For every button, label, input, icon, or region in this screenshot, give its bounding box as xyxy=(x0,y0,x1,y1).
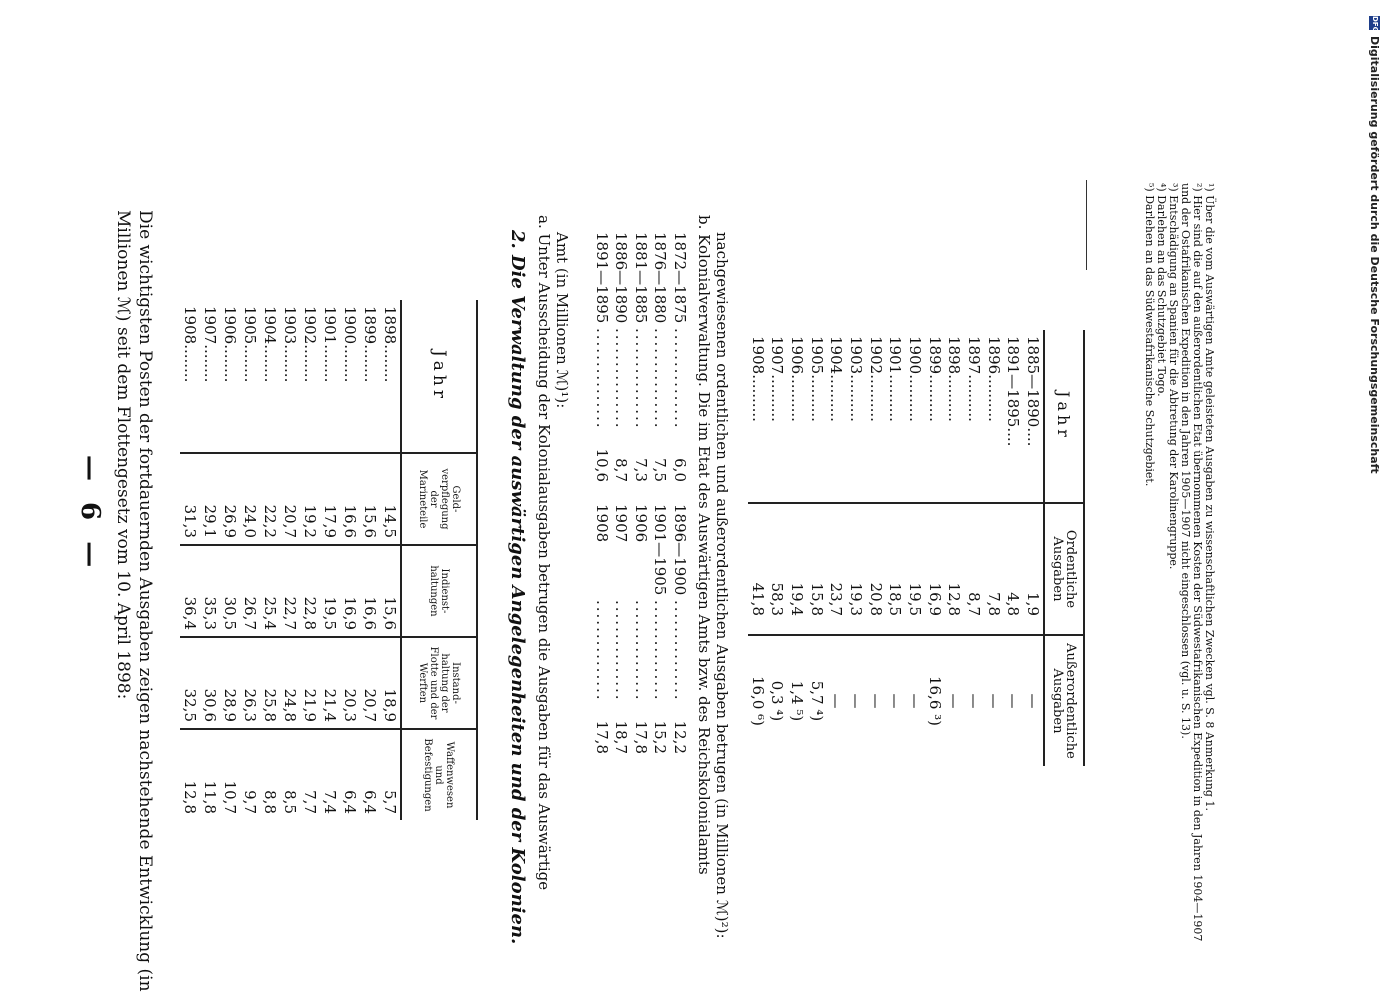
cell-ausserordentliche: — xyxy=(827,693,846,709)
cell-ordentliche: 23,7 xyxy=(826,503,846,635)
cell-jahr xyxy=(280,300,300,453)
cell-jahr-value: 1901 xyxy=(321,306,339,345)
cell-jahr xyxy=(240,300,260,453)
leader-dots: ............... xyxy=(651,600,670,702)
cell-jahr xyxy=(826,330,846,503)
cell-jahr xyxy=(340,300,360,453)
column-header-indiensthaltungen: Indienst-haltungen xyxy=(401,545,477,637)
list-item xyxy=(670,232,690,754)
cell-jahr-dots: .......... xyxy=(807,374,826,422)
value-right: 17,8 xyxy=(632,720,650,754)
cell-jahr-dots: ........ xyxy=(321,344,339,383)
cell-jahr-dots: .......... xyxy=(886,374,905,422)
period-right: 1906 xyxy=(632,504,650,543)
cell-jahr-value: 1900 xyxy=(341,306,359,345)
section-a-line-1: a. Unter Ausscheidung der Kolonialausgaben betrugen die Ausgaben für das Auswärtige xyxy=(535,215,553,891)
cell-jahr-dots: ........ xyxy=(281,344,299,383)
table-row xyxy=(320,300,340,820)
cell-ausserordentliche: — xyxy=(886,693,905,709)
column-header-instandhaltung: Instand-haltung der Flotte und der Werften xyxy=(401,637,477,729)
cell-ausserordentliche: 1,4 ⁵) xyxy=(787,680,806,722)
cell-geldverpflegung: 14,5 xyxy=(380,453,401,545)
list-item xyxy=(650,232,670,754)
cell-jahr-value: 1898 xyxy=(945,336,964,375)
column-header-waffenwesen: Waffenwesen und Befestigungen xyxy=(401,729,477,820)
cell-ordentliche: 12,8 xyxy=(945,503,965,635)
cell-waffenwesen: 7,4 xyxy=(321,790,339,814)
cell-jahr xyxy=(320,300,340,453)
value-left: 8,7 xyxy=(612,458,631,482)
column-header-geldverpflegung: Geld-verpflegung der Marineteile xyxy=(401,453,477,545)
table-row xyxy=(964,330,984,766)
cell-jahr-dots: .......... xyxy=(925,374,944,422)
column-header-jahr: Jahr xyxy=(1044,330,1084,503)
table-row xyxy=(300,300,320,820)
cell-waffenwesen: 9,7 xyxy=(241,790,259,814)
cell-ausserordentliche: — xyxy=(846,693,865,709)
table-row xyxy=(748,330,768,766)
cell-jahr-dots: .......... xyxy=(965,374,984,422)
table-row xyxy=(280,300,300,820)
table-row xyxy=(807,330,827,766)
period-left: 1872—1875 xyxy=(671,232,689,324)
cell-jahr-dots: .......... xyxy=(945,374,964,422)
cell-ausserordentliche: — xyxy=(906,693,925,709)
footnote: ¹) Über die vom Auswärtigen Amte geleisteten Ausgaben zu wissenschaftlichen Zwecken vgl. S. 8 Anmerkung 1. xyxy=(1203,183,1216,811)
footnotes xyxy=(1143,183,1215,953)
period-right: 1896—1900 xyxy=(671,504,689,596)
section-b-line-1: b. Kolonialverwaltung. Die im Etat des Auswärtigen Amts bzw. des Reichskolonialamts xyxy=(695,215,713,875)
value-right: 18,7 xyxy=(612,720,631,754)
table-row xyxy=(886,330,906,766)
cell-jahr xyxy=(200,300,220,453)
cell-jahr xyxy=(300,300,320,453)
dfg-logo: DFG xyxy=(1371,16,1379,33)
intro-line-1: Die wichtigsten Posten der fortdauernden Ausgaben zeigen nachstehende Entwicklung (in xyxy=(135,210,155,992)
table-row xyxy=(220,300,240,820)
cell-jahr-value: 1901 xyxy=(886,336,905,375)
table-row xyxy=(1004,330,1024,766)
cell-jahr-value: 1891—1895 xyxy=(1004,336,1023,428)
leader-dots: ............... xyxy=(671,600,689,702)
cell-indiensthaltungen: 19,5 xyxy=(320,545,340,637)
cell-waffenwesen: 5,7 xyxy=(381,790,399,814)
cell-ordentliche: 16,9 xyxy=(925,503,945,635)
cell-ausserordentliche: 5,7 ⁴) xyxy=(807,680,826,722)
cell-jahr xyxy=(1004,330,1024,503)
table-row xyxy=(767,330,787,766)
cell-waffenwesen: 11,8 xyxy=(201,780,219,814)
table-row xyxy=(945,330,965,766)
cell-ausserordentliche: — xyxy=(866,693,885,709)
cell-jahr-dots: ........ xyxy=(381,344,399,383)
cell-jahr-value: 1905 xyxy=(807,336,826,375)
cell-jahr xyxy=(945,330,965,503)
cell-jahr-value: 1903 xyxy=(281,306,299,345)
value-left: 7,3 xyxy=(632,458,650,482)
cell-jahr-dots: .......... xyxy=(827,374,846,422)
table-row xyxy=(1023,330,1044,766)
value-left: 7,5 xyxy=(651,458,670,482)
cell-geldverpflegung: 29,1 xyxy=(200,453,220,545)
cell-instandhaltung: 21,4 xyxy=(320,637,340,729)
cell-jahr-dots: ........ xyxy=(361,344,379,383)
cell-jahr-value: 1907 xyxy=(768,336,787,375)
cell-indiensthaltungen: 16,6 xyxy=(360,545,380,637)
cell-jahr-dots: ........ xyxy=(261,344,279,383)
cell-jahr xyxy=(905,330,925,503)
table-row xyxy=(846,330,866,766)
table-row xyxy=(984,330,1004,766)
value-left: 10,6 xyxy=(593,448,611,482)
cell-jahr-dots: ........ xyxy=(181,344,199,383)
cell-jahr-dots: .... xyxy=(1004,427,1023,447)
cell-instandhaltung: 28,9 xyxy=(220,637,240,729)
cell-jahr xyxy=(787,330,807,503)
table-row xyxy=(826,330,846,766)
table-row xyxy=(200,300,220,820)
cell-ordentliche: 15,8 xyxy=(807,503,827,635)
cell-waffenwesen: 12,8 xyxy=(181,780,199,814)
period-right: 1901—1905 xyxy=(651,504,670,596)
cell-jahr xyxy=(180,300,200,453)
cell-jahr-dots: .... xyxy=(1024,427,1043,447)
value-right: 17,8 xyxy=(593,720,611,754)
footnote: ⁴) Darlehen an das Schutzgebiet Togo. xyxy=(1155,183,1168,397)
cell-instandhaltung: 26,3 xyxy=(240,637,260,729)
cell-ausserordentliche: 16,0 ⁶) xyxy=(748,675,767,727)
leader-dots: ............... xyxy=(593,600,611,702)
cell-ausserordentliche: 0,3 ⁴) xyxy=(768,680,787,722)
cell-geldverpflegung: 19,2 xyxy=(300,453,320,545)
table-row xyxy=(380,300,401,820)
cell-geldverpflegung: 17,9 xyxy=(320,453,340,545)
cell-waffenwesen: 7,7 xyxy=(301,790,319,814)
list-item xyxy=(592,232,612,754)
cell-instandhaltung: 21,9 xyxy=(300,637,320,729)
cell-instandhaltung: 30,6 xyxy=(200,637,220,729)
cell-jahr-value: 1896 xyxy=(984,336,1003,375)
cell-jahr xyxy=(925,330,945,503)
footnote: ³) Entschädigung an Spanien für die Abtretung der Karolinengruppe. xyxy=(1167,183,1180,570)
cell-jahr-value: 1906 xyxy=(221,306,239,345)
value-right: 12,2 xyxy=(671,720,689,754)
table-row xyxy=(260,300,280,820)
cell-jahr-dots: .......... xyxy=(787,374,806,422)
cell-jahr-dots: .......... xyxy=(748,374,767,422)
leader-dots: ............... xyxy=(651,328,670,430)
cell-jahr-value: 1902 xyxy=(866,336,885,375)
cell-jahr-value: 1903 xyxy=(846,336,865,375)
table-row xyxy=(180,300,200,820)
period-right: 1907 xyxy=(612,504,631,543)
cell-ausserordentliche: 16,6 ³) xyxy=(925,675,944,727)
leader-dots: ............... xyxy=(632,600,650,702)
leader-dots: ............... xyxy=(612,600,631,702)
cell-jahr-value: 1898 xyxy=(381,306,399,345)
cell-jahr-value: 1904 xyxy=(827,336,846,375)
cell-ausserordentliche: — xyxy=(945,693,964,709)
cell-indiensthaltungen: 22,7 xyxy=(280,545,300,637)
cell-ausserordentliche: — xyxy=(1004,693,1023,709)
footnote: ⁵) Darlehen an das Südwestafrikanische Schutzgebiet. xyxy=(1143,183,1156,487)
cell-geldverpflegung: 31,3 xyxy=(180,453,200,545)
cell-jahr-value: 1907 xyxy=(201,306,219,345)
period-left: 1886—1890 xyxy=(612,232,631,324)
cell-jahr-dots: ........ xyxy=(221,344,239,383)
cell-ordentliche: 4,8 xyxy=(1004,503,1024,635)
cell-jahr-value: 1897 xyxy=(965,336,984,375)
cell-indiensthaltungen: 25,4 xyxy=(260,545,280,637)
digitization-text: Digitalisierung gefördert durch die Deutsche Forschungsgemeinschaft xyxy=(1368,36,1381,474)
cell-jahr-value: 1906 xyxy=(787,336,806,375)
cell-instandhaltung: 24,8 xyxy=(280,637,300,729)
cell-jahr-dots: .......... xyxy=(846,374,865,422)
cell-jahr-dots: ........ xyxy=(241,344,259,383)
column-header-ordentliche: Ordentliche Ausgaben xyxy=(1044,503,1084,635)
list-item xyxy=(611,232,631,754)
cell-jahr xyxy=(380,300,401,453)
section-b-line-2: nachgewiesenen ordentlichen und außerordentlichen Ausgaben betrugen (in Millionen ℳ)²): xyxy=(713,232,731,939)
cell-indiensthaltungen: 16,9 xyxy=(340,545,360,637)
cell-jahr xyxy=(360,300,380,453)
cell-jahr xyxy=(767,330,787,503)
cell-instandhaltung: 18,9 xyxy=(380,637,401,729)
cell-indiensthaltungen: 15,6 xyxy=(380,545,401,637)
cell-instandhaltung: 20,3 xyxy=(340,637,360,729)
cell-ordentliche: 19,3 xyxy=(846,503,866,635)
cell-ordentliche: 1,9 xyxy=(1023,503,1044,635)
cell-geldverpflegung: 15,6 xyxy=(360,453,380,545)
cell-ordentliche: 19,5 xyxy=(905,503,925,635)
cell-jahr-dots: .......... xyxy=(906,374,925,422)
cell-ordentliche: 19,4 xyxy=(787,503,807,635)
cell-instandhaltung: 25,8 xyxy=(260,637,280,729)
cell-indiensthaltungen: 36,4 xyxy=(180,545,200,637)
list-item xyxy=(631,232,651,754)
cell-waffenwesen: 6,4 xyxy=(361,790,379,814)
cell-jahr xyxy=(1023,330,1044,503)
cell-ordentliche: 18,5 xyxy=(886,503,906,635)
cell-indiensthaltungen: 30,5 xyxy=(220,545,240,637)
cell-jahr-dots: .......... xyxy=(984,374,1003,422)
cell-geldverpflegung: 22,2 xyxy=(260,453,280,545)
table-row xyxy=(905,330,925,766)
table-row xyxy=(866,330,886,766)
section-a-line-2: Amt (in Millionen ℳ)¹): xyxy=(553,232,571,409)
leader-dots: ............... xyxy=(671,328,689,430)
cell-instandhaltung: 32,5 xyxy=(180,637,200,729)
fleet-expenditure-table xyxy=(180,300,478,820)
cell-geldverpflegung: 24,0 xyxy=(240,453,260,545)
cell-jahr xyxy=(807,330,827,503)
column-header-jahr: Jahr xyxy=(401,300,477,453)
period-left: 1876—1880 xyxy=(651,232,670,324)
cell-waffenwesen: 10,7 xyxy=(221,780,239,814)
section-heading: 2. Die Verwaltung der auswärtigen Angelegenheiten und der Kolonien. xyxy=(507,230,528,945)
table-row xyxy=(925,330,945,766)
cell-jahr-value: 1899 xyxy=(925,336,944,375)
cell-geldverpflegung: 26,9 xyxy=(220,453,240,545)
footnote-rule xyxy=(1086,180,1087,270)
cell-ordentliche: 20,8 xyxy=(866,503,886,635)
cell-ordentliche: 58,3 xyxy=(767,503,787,635)
table-row xyxy=(360,300,380,820)
cell-jahr-value: 1900 xyxy=(906,336,925,375)
leader-dots: ............... xyxy=(632,328,650,430)
cell-waffenwesen: 8,8 xyxy=(261,790,279,814)
cell-jahr xyxy=(748,330,768,503)
leader-dots: ............... xyxy=(593,328,611,430)
cell-waffenwesen: 6,4 xyxy=(341,790,359,814)
period-left: 1891—1895 xyxy=(593,232,611,324)
cell-ausserordentliche: — xyxy=(984,693,1003,709)
period-left: 1881—1885 xyxy=(632,232,650,324)
table-header-row xyxy=(401,300,477,820)
cell-ordentliche: 41,8 xyxy=(748,503,768,635)
cell-indiensthaltungen: 35,3 xyxy=(200,545,220,637)
foreign-office-expenditure-list xyxy=(592,232,690,754)
cell-waffenwesen: 8,5 xyxy=(281,790,299,814)
value-right: 15,2 xyxy=(651,720,670,754)
cell-jahr-value: 1904 xyxy=(261,306,279,345)
cell-jahr-dots: .......... xyxy=(866,374,885,422)
cell-jahr-dots: ........ xyxy=(341,344,359,383)
cell-ordentliche: 7,8 xyxy=(984,503,1004,635)
footnote: ²) Hier sind die auf den außerordentlichen Etat übernommenen Kosten der Südwestafrikanischen Expedition in den Jahren 1904—1907 und der Ostafrikanischen Expedition in den Jahren 1905—1907 nicht eingeschlossen (vgl. u. S. 13). xyxy=(1179,183,1204,942)
colonial-expenditure-table xyxy=(748,330,1085,766)
cell-jahr xyxy=(220,300,240,453)
cell-jahr-value: 1908 xyxy=(181,306,199,345)
cell-geldverpflegung: 20,7 xyxy=(280,453,300,545)
cell-jahr xyxy=(886,330,906,503)
cell-jahr-dots: ........ xyxy=(201,344,219,383)
cell-jahr-dots: ........ xyxy=(301,344,319,383)
cell-geldverpflegung: 16,6 xyxy=(340,453,360,545)
cell-jahr xyxy=(866,330,886,503)
table-header-row xyxy=(1044,330,1084,766)
cell-jahr xyxy=(846,330,866,503)
cell-jahr-dots: .......... xyxy=(768,374,787,422)
cell-ausserordentliche: — xyxy=(965,693,984,709)
cell-indiensthaltungen: 22,8 xyxy=(300,545,320,637)
table-row xyxy=(340,300,360,820)
page-number: — 6 — xyxy=(75,455,105,574)
period-right: 1908 xyxy=(593,504,611,543)
leader-dots: ............... xyxy=(612,328,631,430)
table-row xyxy=(787,330,807,766)
cell-jahr-value: 1899 xyxy=(361,306,379,345)
cell-ausserordentliche: — xyxy=(1024,693,1043,709)
cell-jahr-value: 1902 xyxy=(301,306,319,345)
cell-jahr-value: 1908 xyxy=(748,336,767,375)
cell-jahr xyxy=(984,330,1004,503)
table-row xyxy=(240,300,260,820)
cell-ordentliche: 8,7 xyxy=(964,503,984,635)
cell-jahr-value: 1905 xyxy=(241,306,259,345)
cell-instandhaltung: 20,7 xyxy=(360,637,380,729)
intro-line-2: Millionen ℳ) seit dem Flottengesetz vom 10. April 1898: xyxy=(113,210,133,700)
cell-jahr xyxy=(964,330,984,503)
cell-jahr xyxy=(260,300,280,453)
digitization-credit xyxy=(1363,0,1383,1000)
cell-jahr-value: 1885—1890 xyxy=(1024,336,1043,428)
column-header-ausserordentliche: Außerordentliche Ausgaben xyxy=(1044,635,1084,766)
cell-indiensthaltungen: 26,7 xyxy=(240,545,260,637)
value-left: 6,0 xyxy=(671,458,689,482)
